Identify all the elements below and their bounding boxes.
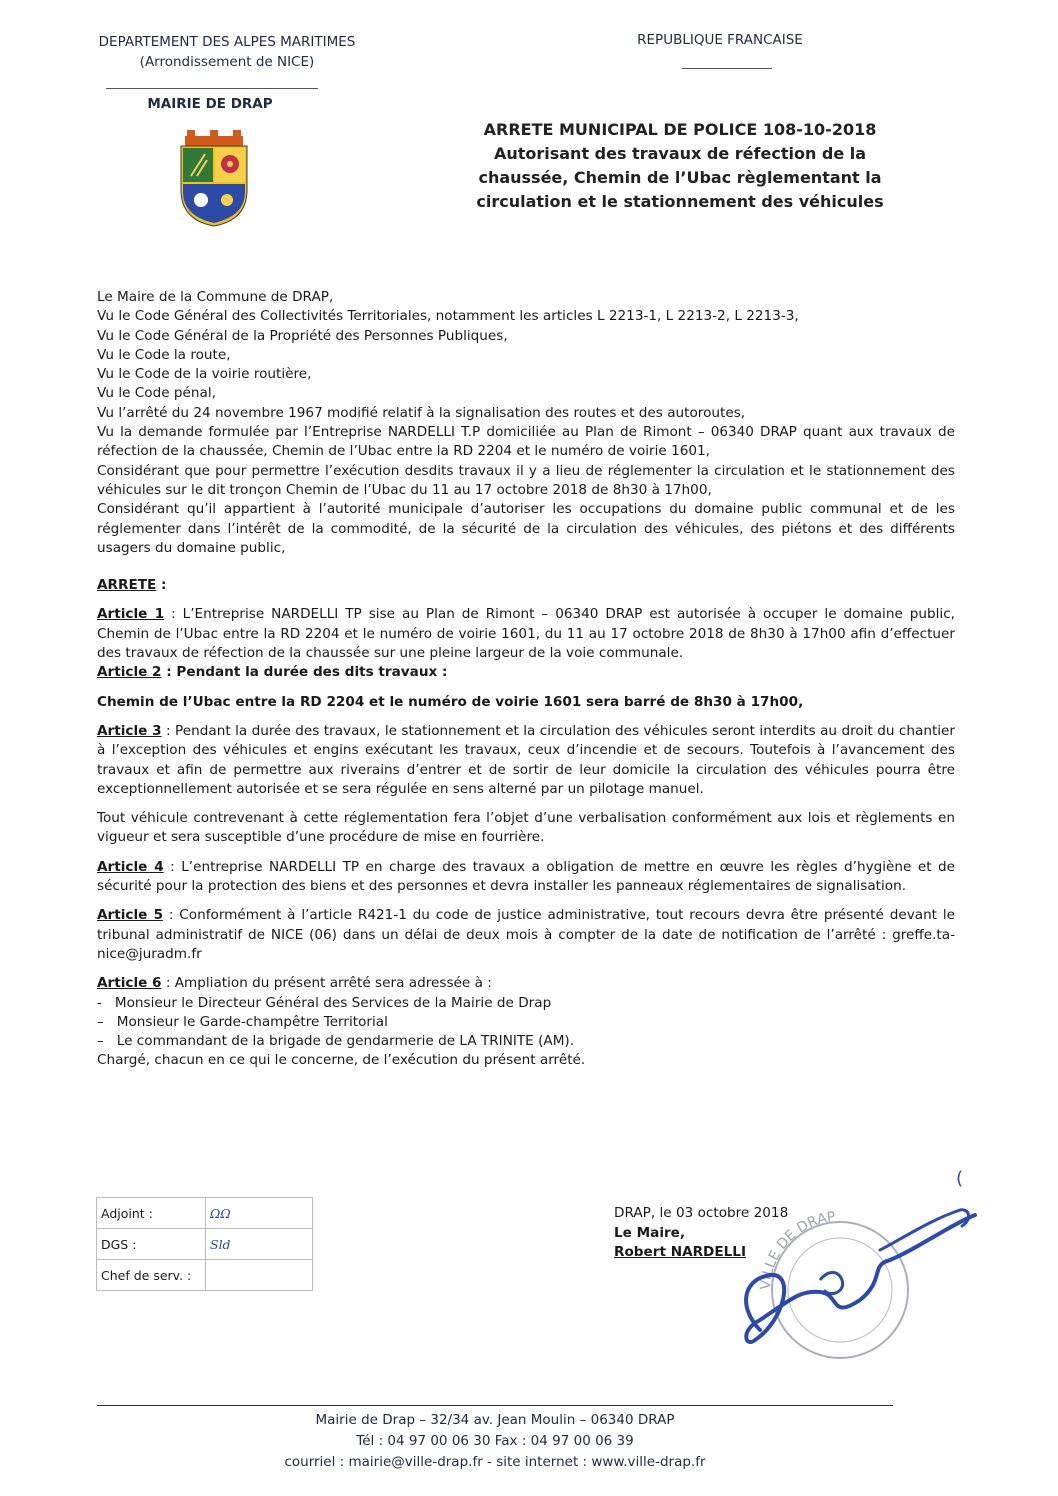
- department-header: [62, 32, 392, 72]
- preamble-line: Vu le Code Général des Collectivités Territoriales, notamment les articles L 2213-1, L 2213-2, L 2213-3,: [97, 308, 799, 325]
- article-text: : L’Entreprise NARDELLI TP sise au Plan de Rimont – 06340 DRAP est autorisée à occuper le domaine public, Chemin de l’Ubac entre la RD 2204 et le numéro de voirie 1601, du 11 au 17 octobre 2018 de 8h30 à 17h00 afin d’effectuer des travaux de réfection de la chaussée sur une pleine largeur de la voie communale.: [97, 606, 955, 662]
- visa-table: [96, 1197, 313, 1291]
- footer: [97, 1410, 893, 1473]
- signature-stamp-icon: [700, 1180, 990, 1380]
- arrete-heading: [97, 576, 955, 595]
- footer-divider: [97, 1405, 893, 1406]
- footer-address: Mairie de Drap – 32/34 av. Jean Moulin – 06340 DRAP: [315, 1412, 675, 1428]
- decree-title: [440, 118, 920, 214]
- article-4: [97, 858, 955, 897]
- title-line: chaussée, Chemin de l’Ubac règlementant la: [478, 168, 882, 187]
- article-text: : Pendant la durée des dits travaux :: [161, 664, 448, 681]
- signatory-name: Robert NARDELLI: [614, 1244, 747, 1260]
- article-label: Article 1: [97, 606, 165, 623]
- article-label: Article 4: [97, 858, 164, 875]
- visa-label: Adjoint :: [97, 1198, 206, 1229]
- recipient-item: – Le commandant de la brigade de gendarmerie de LA TRINITE (AM).: [97, 1033, 575, 1050]
- place-date: DRAP, le 03 octobre 2018: [614, 1205, 789, 1221]
- preamble-line: Le Maire de la Commune de DRAP,: [97, 289, 334, 305]
- visa-initials: [206, 1260, 313, 1291]
- article-text: : Pendant la durée des travaux, le stationnement et la circulation des véhicules seront interdits au droit du chantier à l’exception des véhicules et engins exécutant les travaux, ceux d’incendie et de secours. Toutefois à l’avancement des travaux et afin de permettre aux riverains d’entrer et de sortir de leur domicile la circulation des véhicules pourra être exceptionnellement autorisée et se sera régulée en sens alterné par un pilotage manuel.: [97, 722, 956, 797]
- divider: [106, 88, 318, 89]
- footer-contact: courriel : mairie@ville-drap.fr - site internet : www.ville-drap.fr: [284, 1454, 706, 1470]
- arrete-label: ARRETE: [97, 577, 157, 594]
- republic-header: REPUBLIQUE FRANCAISE: [637, 32, 803, 48]
- footer-phone: Tél : 04 97 00 06 30 Fax : 04 97 00 06 39: [356, 1433, 634, 1449]
- preamble-line: Vu la demande formulée par l’Entreprise NARDELLI T.P domiciliée au Plan de Rimont – 06340 DRAP quant aux travaux de réfection de la chaussée, Chemin de l’Ubac entre la RD 2204 et le numéro de voirie 1601,: [97, 424, 955, 460]
- article-2-detail: Chemin de l’Ubac entre la RD 2204 et le numéro de voirie 1601 sera barré de 8h30 à 17h00,: [97, 693, 804, 710]
- preamble-line: Vu le Code Général de la Propriété des Personnes Publiques,: [97, 327, 508, 344]
- arrete-colon: :: [156, 577, 167, 594]
- article-label: Article 5: [97, 907, 164, 924]
- article-label: Article 3: [97, 722, 162, 739]
- arrondissement: (Arrondissement de NICE): [139, 54, 315, 70]
- article-6: [97, 974, 955, 993]
- article-label: Article 2: [97, 664, 162, 681]
- preamble-line: Vu le Code pénal,: [97, 385, 216, 402]
- article-3-extra: Tout véhicule contrevenant à cette réglementation fera l’objet d’une verbalisation conformément aux lois et règlements en vigueur et sera susceptible d’une procédure de mise en fourrière.: [97, 810, 955, 846]
- recipient-item: - Monsieur le Directeur Général des Services de la Mairie de Drap: [97, 994, 552, 1011]
- article-1: [97, 605, 955, 663]
- title-line: circulation et le stationnement des véhicules: [476, 192, 884, 211]
- department-name: DEPARTEMENT DES ALPES MARITIMES: [98, 34, 356, 50]
- closing-line: Chargé, chacun en ce qui le concerne, de l’exécution du présent arrêté.: [97, 1052, 586, 1069]
- preamble-line: Vu l’arrêté du 24 novembre 1967 modifié relatif à la signalisation des routes et des autoroutes,: [97, 404, 746, 421]
- article-text: : Ampliation du présent arrêté sera adressée à :: [161, 975, 492, 992]
- table-row: [97, 1198, 313, 1229]
- preamble-line: Vu le Code la route,: [97, 346, 231, 363]
- table-row: [97, 1229, 313, 1260]
- visa-label: Chef de serv. :: [97, 1260, 206, 1291]
- title-line: Autorisant des travaux de réfection de la: [493, 144, 867, 163]
- margin-mark: (: [956, 1168, 964, 1189]
- article-text: : Conformément à l’article R421-1 du code de justice administrative, tout recours devra être présenté devant le tribunal administratif de NICE (06) dans un délai de deux mois à compter de la date de notification de l’arrêté : greffe.ta-nice@juradm.fr: [97, 907, 955, 962]
- article-3: [97, 722, 955, 799]
- svg-text:VILLE DE DRAP: [758, 1209, 836, 1290]
- visa-initials: ΩΩ: [206, 1198, 313, 1229]
- visa-label: DGS :: [97, 1229, 206, 1260]
- article-5: [97, 906, 955, 964]
- mairie-name: MAIRIE DE DRAP: [147, 96, 273, 112]
- stamp-text: VILLE DE DRAP: [757, 1209, 837, 1291]
- coat-of-arms-icon: [175, 130, 253, 228]
- preamble-line: Considérant qu’il appartient à l’autorité municipale d’autoriser les occupations du domaine public communal et de les réglementer dans l’intérêt de la commodité, de la sécurité de la circulation des véhicules, des piétons et des différents usagers du domaine public,: [97, 501, 955, 556]
- article-text: : L’entreprise NARDELLI TP en charge des travaux a obligation de mettre en œuvre les règles d’hygiène et de sécurité pour la protection des biens et des personnes et devra installer les panneaux réglementaires de signalisation.: [97, 858, 955, 895]
- divider: [682, 68, 772, 69]
- article-label: Article 6: [97, 975, 162, 992]
- preamble-line: Considérant que pour permettre l’exécution desdits travaux il y a lieu de réglementer la circulation et le stationnement des véhicules sur le dit tronçon Chemin de l’Ubac du 11 au 17 octobre 2018 de 8h30 à 17h00,: [97, 462, 955, 498]
- signatory-role: Le Maire,: [614, 1224, 686, 1241]
- title-line: ARRETE MUNICIPAL DE POLICE 108-10-2018: [483, 120, 877, 139]
- visa-initials: Sld: [206, 1229, 313, 1260]
- table-row: [97, 1260, 313, 1291]
- decree-body: [97, 288, 955, 1071]
- article-2: [97, 663, 955, 682]
- recipient-item: – Monsieur le Garde-champêtre Territorial: [97, 1013, 388, 1030]
- preamble-line: Vu le Code de la voirie routière,: [97, 366, 312, 383]
